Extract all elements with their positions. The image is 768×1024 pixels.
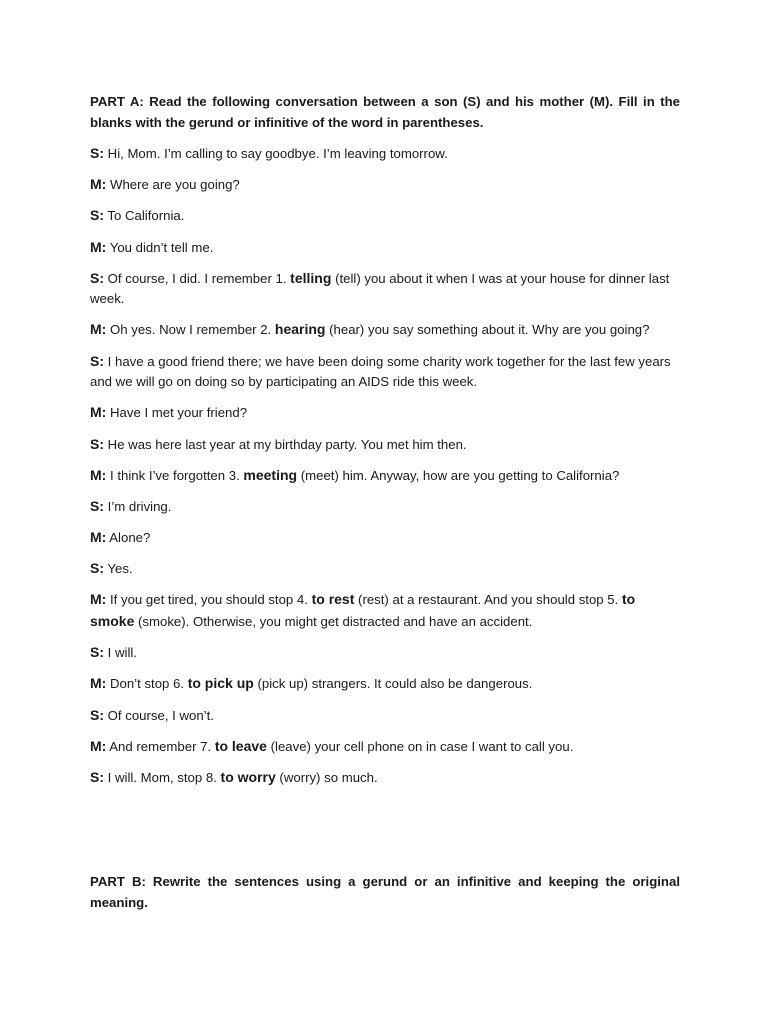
dialogue-line [90, 205, 680, 227]
answer-word: to smoke [90, 591, 636, 629]
dialogue-line [90, 527, 680, 549]
dialogue-line [90, 736, 680, 758]
answer-word: meeting [243, 466, 298, 483]
line-text: Where are you going? [106, 177, 240, 193]
line-text: Hi, Mom. I’m calling to say goodbye. I’m leaving tomorrow. [104, 146, 448, 161]
line-text: Of course, I did. I remember 1. [104, 270, 291, 286]
dialogue-line [90, 402, 680, 424]
dialogue-line [90, 558, 680, 580]
dialogue-line [90, 351, 680, 393]
line-text: (worry) so much. [275, 769, 378, 785]
speaker-label: S: [90, 497, 104, 514]
dialogue-line [90, 705, 680, 727]
line-text: I will. Mom, stop 8. [104, 769, 221, 785]
answer-word: to leave [214, 737, 267, 754]
line-text: I have a good friend there; we have been doing some charity work together for the last few years and we will go on doing so by participating an AIDS ride this week. [90, 353, 671, 390]
dialogue-line [90, 642, 680, 664]
line-text: (meet) him. Anyway, how are you getting to California? [297, 467, 620, 483]
speaker-label: M: [90, 321, 107, 338]
speaker-label: S: [90, 269, 104, 286]
dialogue-line [90, 319, 680, 341]
dialogue-line [90, 143, 680, 165]
line-text: Of course, I won’t. [104, 707, 214, 723]
speaker-label: S: [90, 560, 104, 577]
part-b-section [90, 872, 680, 913]
speaker-label: S: [90, 768, 104, 785]
speaker-label: M: [90, 675, 107, 692]
line-text: (rest) at a restaurant. And you should stop 5. [354, 592, 622, 608]
dialogue-line [90, 465, 680, 487]
dialogue-line [90, 268, 680, 310]
line-text: (smoke). Otherwise, you might get distracted and have an accident. [134, 613, 533, 629]
line-text: You didn’t tell me. [106, 239, 214, 255]
speaker-label: S: [90, 706, 104, 723]
speaker-label: M: [90, 404, 107, 421]
dialogue-line [90, 174, 680, 196]
speaker-label: M: [90, 176, 107, 193]
speaker-label: S: [90, 207, 104, 224]
speaker-label: M: [90, 466, 107, 483]
line-text: I will. [104, 645, 137, 661]
line-text: (pick up) strangers. It could also be dangerous. [253, 676, 533, 692]
line-text: I’m driving. [104, 498, 172, 514]
speaker-label: S: [90, 145, 104, 161]
answer-word: telling [290, 269, 332, 286]
line-text: To California. [104, 208, 185, 224]
line-text: Have I met your friend? [106, 405, 248, 421]
line-text: (hear) you say something about it. Why are you going? [325, 322, 650, 338]
line-text: (tell) you about it when I was at your house for dinner last week. [90, 270, 670, 307]
speaker-label: M: [90, 238, 107, 255]
dialogue-line [90, 496, 680, 518]
speaker-label: S: [90, 644, 104, 661]
dialogue-line [90, 589, 680, 632]
speaker-label: S: [90, 435, 104, 452]
conversation [90, 143, 680, 788]
dialogue-line [90, 434, 680, 456]
line-text: And remember 7. [106, 738, 215, 754]
answer-word: to pick up [187, 675, 254, 692]
dialogue-line [90, 237, 680, 259]
line-text: If you get tired, you should stop 4. [106, 592, 312, 608]
part-b-heading: PART B: Rewrite the sentences using a gerund or an infinitive and keeping the original meaning. [90, 874, 680, 910]
line-text: Yes. [104, 561, 133, 577]
line-text: Oh yes. Now I remember 2. [106, 322, 275, 338]
line-text: He was here last year at my birthday party. You met him then. [104, 436, 467, 452]
line-text: Don’t stop 6. [106, 676, 188, 692]
speaker-label: M: [90, 737, 107, 754]
answer-word: hearing [274, 321, 326, 338]
dialogue-line [90, 767, 680, 789]
speaker-label: M: [90, 529, 107, 546]
answer-word: to rest [311, 591, 355, 608]
part-a-heading: PART A: Read the following conversation between a son (S) and his mother (M). Fill in the blanks with the gerund or infinitive of the word in parentheses. [90, 94, 680, 130]
line-text: (leave) your cell phone on in case I want to call you. [266, 738, 574, 754]
line-text: I think I’ve forgotten 3. [106, 467, 244, 483]
speaker-label: S: [90, 352, 104, 369]
answer-word: to worry [220, 768, 276, 785]
speaker-label: M: [90, 591, 107, 608]
dialogue-line [90, 673, 680, 695]
part-a-section [90, 92, 680, 798]
line-text: Alone? [106, 530, 151, 546]
